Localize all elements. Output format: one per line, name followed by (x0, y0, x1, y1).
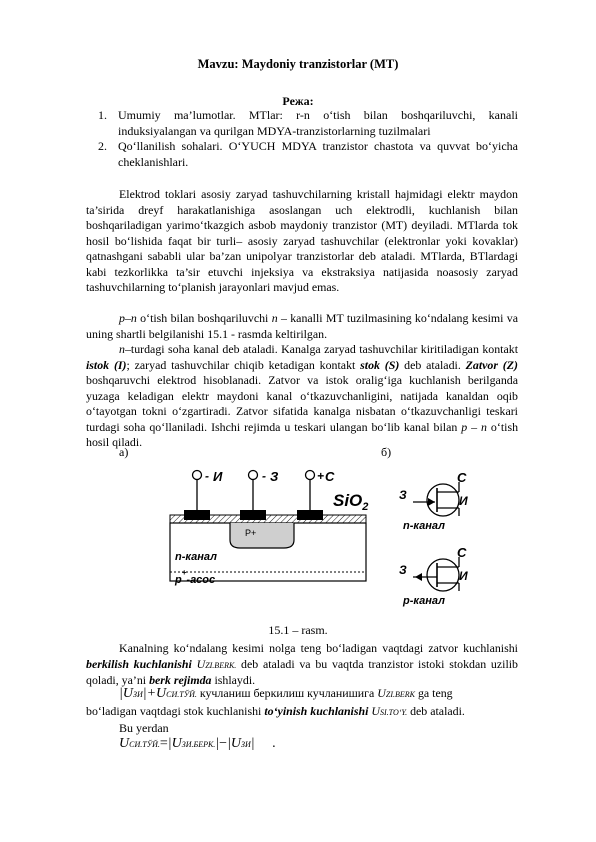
terminal-istok (193, 469, 224, 510)
paragraph-structure: p–n o‘tish bilan boshqariluvchi n – kanalli MT tuzilmasining ko‘ndalang kesimi va uning shartli belgilanishi 15.1 - rasmda keltirilgan. (86, 311, 518, 341)
minus-i: - (205, 469, 209, 483)
plan-list (98, 108, 518, 170)
contact-istok (184, 510, 210, 520)
page-title: Mavzu: Maydoniy tranzistorlar (MT) (197, 57, 399, 71)
gate-region (230, 523, 294, 548)
gate-region-label: P+ (245, 528, 257, 538)
plan-item-number: 2. (98, 139, 107, 153)
label-i: И (213, 469, 223, 484)
paragraph-cutoff: Kanalning ko‘ndalang kesimi nolga teng bo‘ladigan vaqtdagi zatvor kuchlanishi berkilish kuchlanishi UZI.BERK. deb ataladi va bu vaqtda tranzistor istoki stokdan uzilib qoladi, ya’ni berk rejimda ishlaydi. (86, 641, 518, 687)
figure-label-b: б) (381, 445, 392, 459)
plan-item (98, 139, 518, 170)
figure-caption: 15.1 – rasm. (268, 623, 328, 637)
svg-text:n-канал: n-канал (403, 520, 445, 532)
plan-item-text: Umumiy ma’lumotlar. MTlar: r-n o‘tish bilan boshqariluvchi, kanali induksiyalangan va qurilgan MDYA-tranzistorlarning tuzilmalari (118, 108, 518, 138)
plan-item (98, 108, 518, 139)
svg-text:З: З (399, 563, 407, 577)
plan-item-text: Qo‘llanilish sohalari. O‘YUCH MDYA tranzistor chastota va quvvat bo‘yicha cheklanishlari. (118, 139, 518, 169)
n-channel-symbol (399, 470, 468, 532)
terminal-zatvor (249, 469, 280, 510)
channel-label: n-канал (175, 551, 217, 563)
transistor-cross-section (160, 462, 390, 592)
figure-label-a: а) (119, 445, 129, 459)
svg-text:p-канал: p-канал (403, 595, 445, 607)
plan-heading: Режа: (282, 94, 314, 108)
transistor-symbols (393, 470, 513, 610)
label-z: З (270, 469, 279, 484)
svg-text:И: И (459, 569, 468, 583)
paragraph-electrodes: n–turdagi soha kanal deb ataladi. Kanalga zaryad tashuvchilar kiritiladigan kontakt istok (I); zaryad tashuvchilar chiqib ketadigan kontakt stok (S) deb ataladi. Zatvor (Z) boshqaruvchi elektrod hisoblanadi. Zatvor va istok oralig‘iga kuchlanish berilganda yuzaga keladigan elektr maydoni kanal o‘tkazuvchanligini, natijada kanaldan oqib o‘tayotgan tokni o‘zgartiradi. Zatvor sifatida kanalga nisbatan o‘tkazuvchanligi teskari turdagi soha qo‘llaniladi. Ishchi rejimda u teskari ulangan bo‘lib kanal bilan p – n o‘tish hosil qiladi. (86, 342, 519, 449)
svg-text:С: С (457, 470, 467, 485)
equation-result: UСИ.ТЎЙ.=|UЗИ.БЕРК.|−|UЗИ| . (119, 736, 276, 751)
contact-stok (297, 510, 323, 520)
paragraph-definition: Elektrod toklari asosiy zaryad tashuvchilarning kristall hajmidagi elektr maydon ta’sirida dreyf harakatlanishiga asoslangan uch elektrodli, kuchlanish bilan boshqariladigan yarimo‘tkazgich asbob maydoniy tranzistor (MT) deyiladi. MTlarda tok hosil bo‘lishida faqat bir turli– asosiy zaryad tashuvchilar (elektronlar yoki kovaklar) qatnashgani sababli ular ba’zan unipolyar tranzistorlar deb ataladi. MTlarda, BTlardagi kabi tezkorlikka ta’sir etuvchi injeksiya va ekstraksiya natijasida noasosiy zaryad tashuvchilarning to‘planish jarayonlari mavjud emas. (86, 187, 518, 294)
terminal-stok (306, 469, 336, 510)
bu-yerdan-label: Bu yerdan (119, 721, 169, 735)
equation-saturation-continued: bo‘ladigan vaqtdagi stok kuchlanishi to‘yinish kuchlanishi USI.TO‘Y. deb ataladi. (86, 704, 465, 718)
equation-saturation: |UЗИ|+UСИ.ТЎЙ. кучланиш беркилиш кучланишига UZI.BERK ga teng (119, 686, 453, 701)
plan-item-number: 1. (98, 108, 107, 122)
svg-text:З: З (399, 488, 407, 502)
substrate-label: p+-асос (175, 568, 216, 586)
oxide-label: SiO$_2$ (333, 491, 369, 513)
plus-c: + (317, 469, 325, 483)
label-c: С (325, 469, 335, 484)
contact-zatvor (240, 510, 266, 520)
svg-text:С: С (457, 545, 467, 560)
p-channel-symbol (399, 545, 468, 607)
svg-text:И: И (459, 494, 468, 508)
minus-z: - (262, 469, 266, 483)
